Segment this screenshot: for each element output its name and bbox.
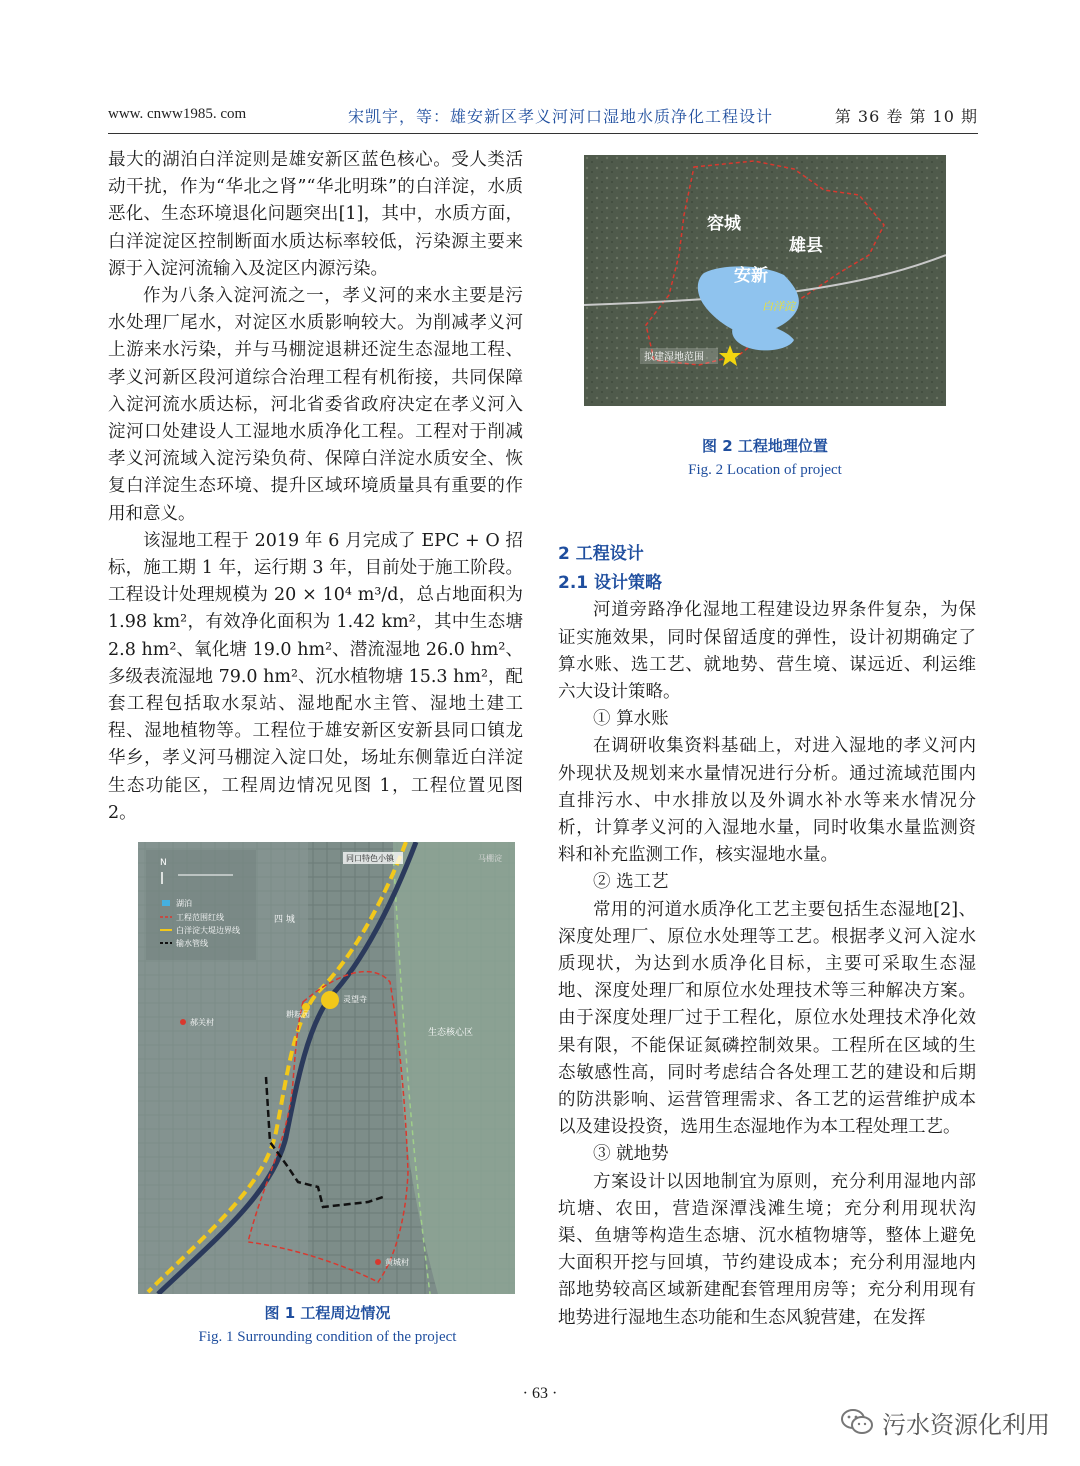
village-label: 郝关村	[190, 1018, 214, 1027]
paragraph: 最大的湖泊白洋淀则是雄安新区蓝色核心。受人类活动干扰，作为“华北之肾”“华北明珠”的白洋淀，水质恶化、生态环境退化问题突出[1]，其中，水质方面，白洋淀淀区控制断面水质达标率较低，污染源主要来源于入淀河流输入及淀区内源污染。	[108, 150, 523, 279]
lake-legend-icon	[162, 900, 170, 906]
city-label-anxin: 安新	[734, 266, 768, 286]
site-label: 拟建湿地范围	[644, 352, 704, 363]
figure-1-caption	[120, 1302, 535, 1346]
issue-info: 第 36 卷 第 10 期	[834, 107, 978, 126]
village-label: 灵望寺	[343, 995, 367, 1004]
wechat-icon	[840, 1408, 874, 1436]
location-map-image	[584, 155, 946, 406]
north-arrow-label: N	[160, 858, 167, 868]
village-label: 耕耘园	[286, 1010, 310, 1019]
zone-label: 生态核心区	[428, 1028, 474, 1038]
strategy-item-heading: ① 算水账	[593, 709, 669, 730]
village-label: 黄城村	[385, 1258, 409, 1267]
paragraph: 方案设计以因地制宜为原则，充分利用湿地内部坑塘、农田，营造深潭浅滩生境；充分利用现状沟渠、鱼塘等构造生态塘、沉水植物塘等，整体上避免大面积开挖与回填，节约建设成本；充分利用湿地内部地势较高区域新建配套管理用房等；充分利用现有地势进行湿地生态功能和生态风貌营建，在发挥	[558, 1171, 976, 1328]
left-column	[108, 147, 523, 827]
watermark-text: 污水资源化利用	[882, 1410, 1050, 1439]
legend-lake: 湖泊	[176, 899, 192, 908]
figure-1-caption-zh: 图 1 工程周边情况	[264, 1304, 391, 1322]
figure-2-caption-zh: 图 2 工程地理位置	[702, 437, 828, 455]
subsection-heading: 2.1 设计策略	[558, 573, 663, 594]
legend-red-line: 工程范围红线	[176, 913, 224, 922]
top-right-label: 马棚淀	[478, 854, 502, 863]
running-header	[108, 100, 978, 134]
page-number: · 63 ·	[522, 1385, 558, 1402]
paragraph: 常用的河道水质净化工艺主要包括生态湿地[2]、深度处理厂、原位水处理等工艺。根据孝义河入淀水质现状，为达到水质净化目标，主要可采取生态湿地、深度处理厂和原位水处理技术等三种解决方案。由于深度处理厂过于工程化，原位水处理技术净化效果有限，不能保证氮磷控制效果。工程所在区域的生态敏感性高，同时考虑结合各处理工艺的建设和后期的防洪影响、运营管理需求、各工艺的运营维护成本以及建设投资，选用生态湿地作为本工程处理工艺。	[558, 899, 976, 1138]
figure-2-map	[584, 155, 946, 406]
figure-2-caption-en: Fig. 2 Location of project	[688, 462, 842, 478]
article-running-title: 宋凯宇，等：雄安新区孝义河河口湿地水质净化工程设计	[348, 107, 774, 126]
town-label: 同口特色小镇	[346, 854, 394, 863]
city-label-rongcheng: 容城	[707, 214, 741, 234]
lake-label: 白洋淀	[762, 300, 795, 313]
paragraph: 作为八条入淀河流之一，孝义河的来水主要是污水处理厂尾水，对淀区水质影响较大。为削减孝义河上游来水污染，并与马棚淀退耕还淀生态湿地工程、孝义河新区段河道综合治理工程有机衔接，共同保障入淀河流水质达标，河北省委省政府决定在孝义河入淀河口处建设人工湿地水质净化工程。工程对于削减孝义河流域入淀污染负荷、保障白洋淀水质安全、恢复白洋淀生态环境、提升区域环境质量具有重要的作用和意义。	[108, 286, 523, 524]
figure-1-map	[138, 842, 515, 1294]
right-column	[558, 541, 976, 1332]
surrounding-map-image	[138, 842, 515, 1294]
paragraph: 河道旁路净化湿地工程建设边界条件复杂，为保证实施效果，同时保留适度的弹性，设计初期确定了算水账、选工艺、就地势、营生境、谋远近、利运维六大设计策略。	[558, 600, 976, 703]
strategy-item-heading: ② 选工艺	[593, 872, 669, 893]
section-heading: 2 工程设计	[558, 544, 644, 564]
city-label-xiongxian: 雄县	[789, 236, 823, 256]
legend-dike: 白洋淀大堤边界线	[176, 926, 240, 935]
paragraph: 该湿地工程于 2019 年 6 月完成了 EPC + O 招标，施工期 1 年，运行期 3 年，目前处于施工阶段。工程设计处理规模为 20 × 10⁴ m³/d，总占地面积为 1.98 km²，有效净化面积为 1.42 km²，其中生态塘 2.8 hm²、氧化塘 19.0 hm²、潜流湿地 26.0 hm²、多级表流湿地 79.0 hm²、沉水植物塘 15.3 hm²，配套工程包括取水泵站、湿地配水主管、湿地土建工程、湿地植物等。工程位于雄安新区安新县同口镇龙华乡，孝义河马棚淀入淀口处，场址东侧靠近白洋淀生态功能区，工程周边情况见图 1，工程位置见图 2。	[108, 530, 523, 823]
paragraph: 在调研收集资料基础上，对进入湿地的孝义河内外现状及规划来水量情况进行分析。通过流域范围内直排污水、中水排放以及外调水补水等来水情况分析，计算孝义河的入湿地水量，同时收集水量监测资料和补充监测工作，核实湿地水量。	[558, 736, 976, 866]
figure-2-caption	[584, 435, 946, 479]
road-label: 四 城	[274, 915, 295, 925]
journal-website: www. cnww1985. com	[108, 106, 247, 122]
strategy-item-heading: ③ 就地势	[593, 1144, 669, 1165]
wechat-watermark	[840, 1402, 1050, 1442]
legend-pipeline: 输水管线	[176, 939, 208, 948]
figure-1-caption-en: Fig. 1 Surrounding condition of the project	[198, 1329, 457, 1345]
